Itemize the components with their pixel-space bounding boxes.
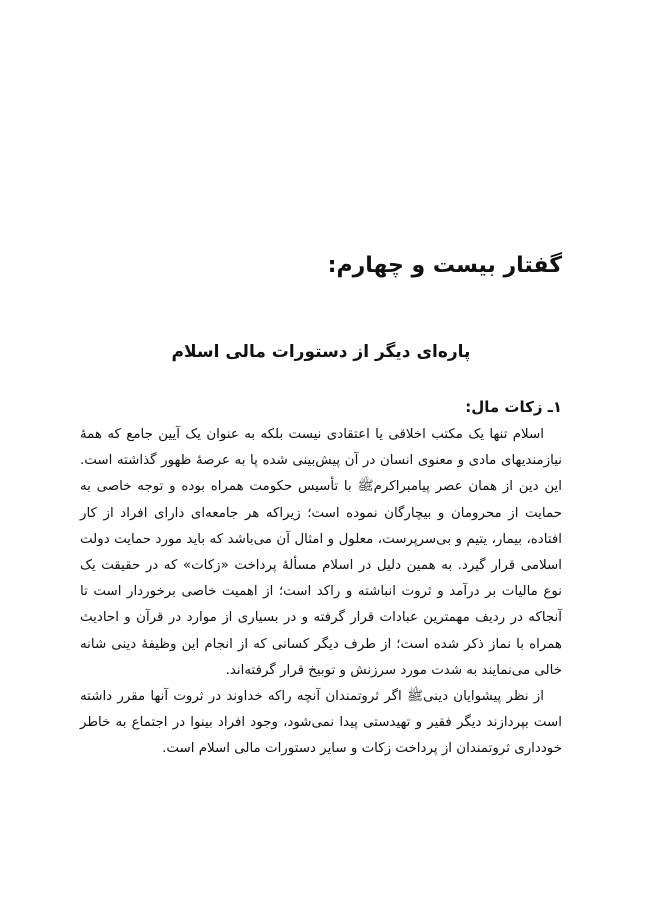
paragraph: اسلام تنها یک مکتب اخلاقی یا اعتقادی نیست بلکه به عنوان یک آیین جامع که همهٔ نیازمندیهای مادی و معنوی انسان در آن پیش‌بینی شده پا به عرصهٔ ظهور گذاشته است. این دین از همان عصر پیامبراکرمﷺ با تأسیس حکومت همراه بوده و توجه خاصی به حمایت از محرومان و بیچارگان نموده است؛ زیراکه هر جامعه‌ای دارای افراد از کار افتاده، بیمار، یتیم و بی‌سرپرست، معلول و امثال آن می‌باشد که باید مورد حمایت دولت اسلامی قرار گیرد. به همین دلیل در اسلام مسألهٔ پرداخت «زکات» که در حقیقت یک نوع مالیات بر درآمد و ثروت انباشته و راکد است؛ از اهمیت خاصی برخوردار است تا آنجاکه در ردیف مهمترین عبادات قرار گرفته و در بسیاری از موارد در قرآن و احادیث همراه با نماز ذکر شده است؛ از طرف دیگر کسانی که از انجام این وظیفهٔ دینی شانه خالی می‌نمایند به شدت مورد سرزنش و توبیخ قرار گرفته‌اند. [80, 427, 562, 678]
subsection-heading: ۱ـ زکات مال: [465, 398, 562, 416]
chapter-title: گفتار بیست و چهارم: [327, 253, 562, 278]
section-title: پاره‌ای دیگر از دستورات مالی اسلام [171, 342, 471, 362]
body-text [80, 422, 562, 763]
paragraph: از نظر پیشوایان دینیﷺ اگر ثروتمندان آنچه راکه خداوند در ثروت آنها مقرر داشته است بپردازند دیگر فقیر و تهیدستی پیدا نمی‌شود، وجود افراد بینوا در اجتماع به خاطر خودداری ثروتمندان از پرداخت زکات و سایر دستورات مالی اسلام است. [80, 689, 562, 757]
